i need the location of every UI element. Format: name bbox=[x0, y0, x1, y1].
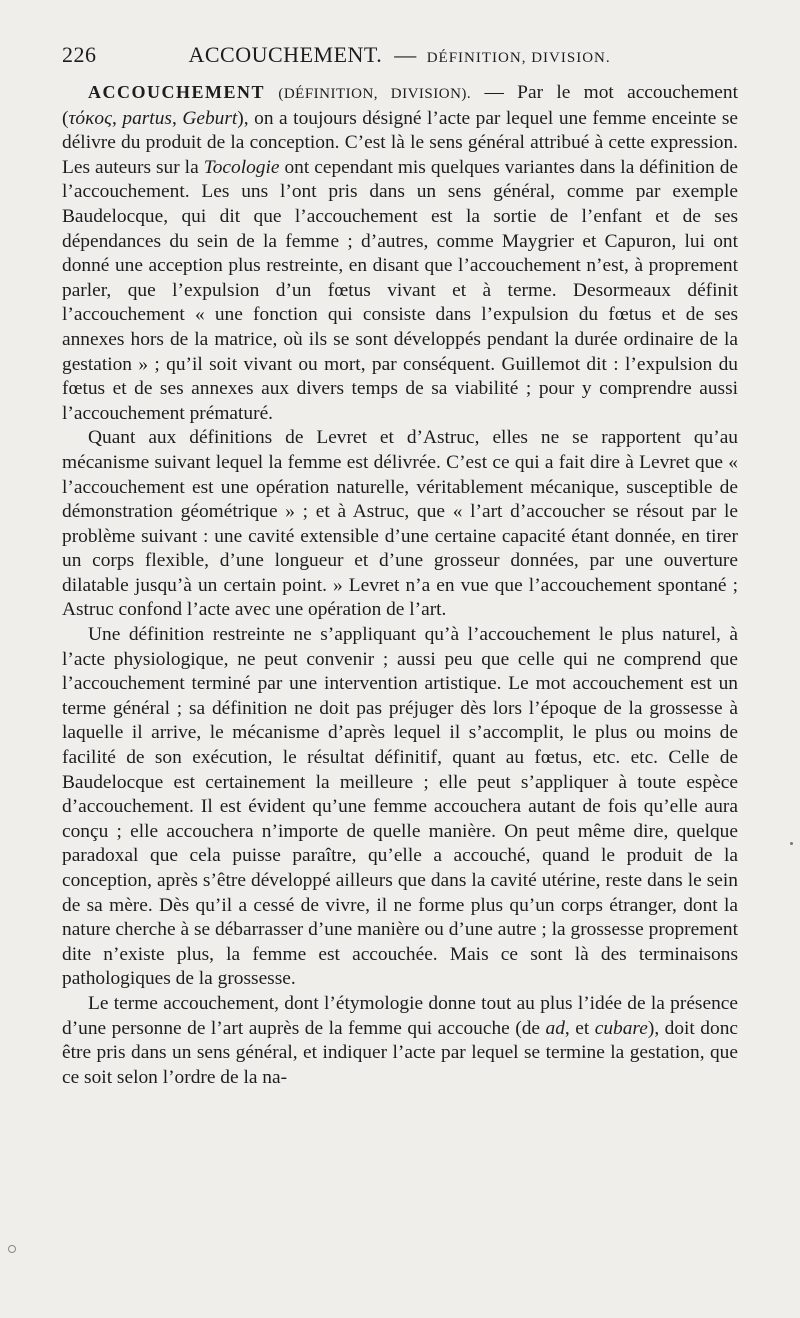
running-subtitle: DÉFINITION, DIVISION. bbox=[426, 50, 611, 66]
greek-term: τόκος bbox=[68, 107, 112, 129]
body-text bbox=[62, 80, 738, 1090]
paragraph-3: Une définition restreinte ne s’appliquant qu’à l’accouchement le plus naturel, à l’acte physiologique, ne peut convenir ; aussi peu que celle qui ne comprend que l’accouchement terminé par une intervention artistique. Le mot accouchement est un terme général ; sa définition ne doit pas préjuger dès lors l’époque de la grossesse à laquelle il arrive, le mécanisme d’après lequel il s’accomplit, le plus ou moins de facilité de son exécution, le résultat définitif, quant au fœtus, etc. etc. Celle de Baudelocque est certainement la meilleure ; elle peut s’appliquer à toute espèce d’accouchement. Il est évident qu’une femme accouchera autant de fois qu’elle aura conçu ; elle accouchera n’importe de quelle manière. On peut même dire, quelque paradoxal que cela puisse paraître, qu’elle a accouché, quand le produit de la conception, après s’être développé ailleurs que dans la cavité utérine, reste dans le sein de sa mère. Dès qu’il a cessé de vivre, il ne forme plus qu’un corps étranger, dont la nature cherche à se débarrasser d’une manière ou d’une autre ; la grossesse proprement dite n’existe plus, la femme est accouchée. Mais ce sont là des terminaisons pathologiques de la grossesse. bbox=[62, 624, 738, 990]
paragraph-1: ACCOUCHEMENT (DÉFINITION, DIVISION). — Par le mot accouchement (τόκος, partus, Geburt), on a toujours désigné l’acte par lequel une femme enceinte se délivre du produit de la conception. C’est là le sens général attribué à cette expression. Les auteurs sur la Tocologie ont cependant mis quelques variantes dans la définition de l’accouchement. Les uns l’ont pris dans un sens général, comme par exemple Baudelocque, qui dit que l’accouchement est la sortie de l’enfant et de ses dépendances du sein de la femme ; d’autres, comme Maygrier et Capuron, lui ont donné une acception plus restreinte, en disant que l’accouchement n’est, à proprement parler, que l’expulsion d’un fœtus vivant et à terme. Desormeaux définit l’accouchement « une fonction qui consiste dans l’expulsion du fœtus et de ses annexes hors de la matrice, où ils se sont développés pendant la durée ordinaire de la gestation » ; qu’il soit vivant ou mort, par conséquent. Guillemot dit : l’expulsion du fœtus et de ses annexes aux divers temps de sa viabilité ; pour y comprendre aussi l’accouchement prématuré. bbox=[62, 82, 739, 424]
paragraph-2: Quant aux définitions de Levret et d’Astruc, elles ne se rapportent qu’au mécanisme suivant lequel la femme est délivrée. C’est ce qui a fait dire à Levret que « l’accouchement est une opération naturelle, véritablement mécanique, susceptible de démonstration géométrique » ; et à Astruc, que « l’art d’accoucher se résout par le problème suivant : une cavité extensible d’une certaine capacité étant donnée, en tirer un corps flexible, d’une longueur et d’une grosseur données, par une ouverture dilatable jusqu’à un certain point. » Levret n’a en vue que l’accouchement spontané ; Astruc confond l’acte avec une opération de l’art. bbox=[62, 427, 738, 621]
german-term: Geburt bbox=[182, 107, 238, 129]
margin-speck bbox=[790, 842, 793, 845]
paragraph-4: Le terme accouchement, dont l’étymologie donne tout au plus l’idée de la présence d’une personne de l’art auprès de la femme qui accouche (de ad, et cubare), doit donc être pris dans un sens général, et indiquer l’acte par lequel se termine la gestation, que ce soit selon l’ordre de la na- bbox=[62, 992, 738, 1088]
term-cubare: cubare bbox=[594, 1017, 648, 1039]
running-header bbox=[62, 42, 742, 76]
margin-mark bbox=[8, 1245, 16, 1253]
term-ad: ad bbox=[545, 1017, 565, 1039]
latin-term: partus bbox=[122, 107, 172, 129]
headword-parenthetical: (DÉFINITION, DIVISION). bbox=[278, 86, 472, 102]
headword: ACCOUCHEMENT bbox=[88, 82, 266, 102]
page-number: 226 bbox=[62, 42, 97, 67]
running-title: ACCOUCHEMENT. bbox=[188, 42, 383, 67]
header-separator: — bbox=[394, 42, 417, 67]
tocologie-term: Tocologie bbox=[203, 156, 280, 178]
